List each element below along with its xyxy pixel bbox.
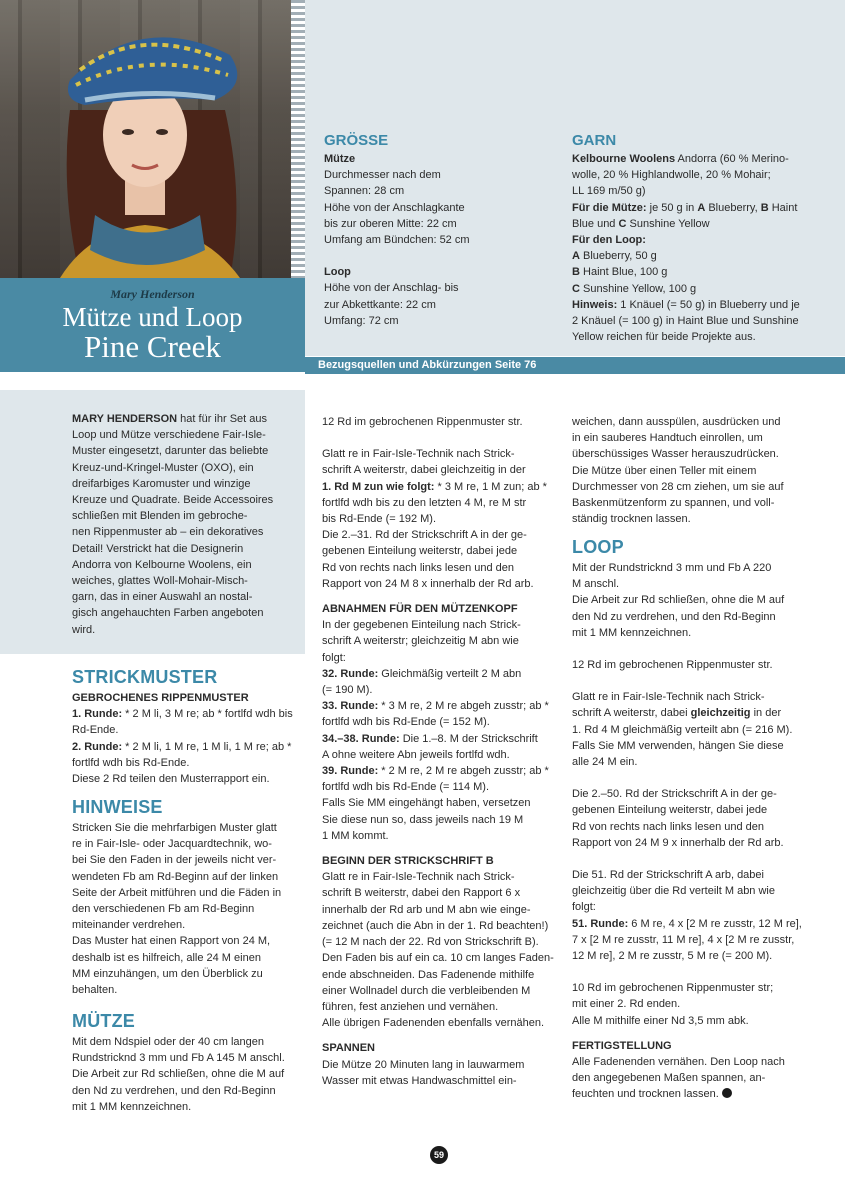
body-line: re in Fair-Isle- oder Jacquardtechnik, wo- [72,838,272,851]
strickschrift-b-subheading: BEGINN DER STRICKSCHRIFT B [322,855,494,868]
body-line: folgt: [572,901,596,914]
body-line: M anschl. [572,578,620,591]
round-label: 1. Runde: [72,708,123,721]
intro-line: dreifarbiges Karomuster und winzige [72,477,251,490]
round-text: fortlfd wdh bis Rd-Ende. [72,756,190,769]
body-line: zeichnet (auch die Abn in der 1. Rd beachten!) [322,919,549,932]
size-line: Durchmesser nach dem [324,169,441,182]
spannen-subheading: SPANNEN [322,1042,375,1055]
intro-line: nen Rippenmuster ab – ein dekoratives [72,526,264,539]
body-line: gebenen Einteilung weiterstr, dabei jede [572,804,768,817]
emphasis: gleichzeitig [690,707,751,720]
body-line: den angegebenen Maßen spannen, an- [572,1072,766,1085]
body-line: Falls Sie MM eingehängt haben, versetzen [322,797,531,810]
rippen-subheading: GEBROCHENES RIPPENMUSTER [72,692,249,704]
body-line: gleichzeitig über die Rd verteilt M abn wie [572,885,775,898]
body-line: Mit dem Ndspiel oder der 40 cm langen [72,1036,264,1048]
yarn-text: Haint [768,201,798,214]
yarn-label: Für den Loop: [572,234,646,247]
color-letter: B [760,201,769,214]
body-line: Falls Sie MM verwenden, hängen Sie diese [572,739,784,752]
yarn-label: Für die Mütze: [572,201,647,214]
body-line: führen, fest anziehen und vernähen. [322,1000,499,1013]
body-line: Das Muster hat einen Rapport von 24 M, [72,935,271,948]
body-line: 7 x [2 M re zusstr, 11 M re], 4 x [2 M re zusstr, [572,933,795,946]
body-line: folgt: [322,651,346,664]
body-line: Rapport von 24 M 8 x innerhalb der Rd arb. [322,577,534,590]
size-line: Höhe von der Anschlagkante [324,201,465,214]
body-line: schrift A weiterstr, dabei [572,707,691,720]
body-line: fortlfd wdh bis zu den letzten 4 M, re M str [322,496,527,509]
body-line: Die Arbeit zur Rd schließen, ohne die M auf [72,1068,285,1081]
yarn-text: Haint Blue, 100 g [579,266,668,279]
yarn-text: Blue und [572,217,619,230]
body-line: Rapport von 24 M 9 x innerhalb der Rd arb. [572,836,784,849]
garn-heading: GARN [572,132,617,149]
page-number: 59 [430,1146,448,1164]
color-letter: C [572,282,580,295]
round-text: * 2 M li, 3 M re; ab * fortlfd wdh bis [122,708,293,721]
intro-line: Kreuze und Quadrate. Beide Accessoires [72,494,274,507]
reference-text: Bezugsquellen und Abkürzungen Seite 76 [318,359,537,371]
groesse-section [324,151,554,329]
body-line: 6 M re, 4 x [2 M re zusstr, 12 M re], [628,917,802,930]
body-line: Baskenmützenform zu spannen, und voll- [572,497,775,510]
body-line: weichen, dann ausspülen, ausdrücken und [572,416,781,428]
intro-line: Andorra von Kelbourne Woolens, ein [72,558,252,571]
body-line: wendeten Fb am Rd-Beginn auf der linken [72,870,279,883]
size-line: Höhe von der Anschlag- bis [324,282,459,295]
column-2 [322,414,558,1089]
body-line: Alle M mithilfe einer Nd 3,5 mm abk. [572,1014,749,1027]
model-illustration [0,0,291,278]
yarn-brand: Kelbourne Woolens [572,153,676,165]
round-label: 33. Runde: [322,700,379,713]
round-label: 1. Rd M zun wie folgt: [322,480,435,493]
color-letter: A [572,250,580,263]
body-line: Alle Fadenenden vernähen. Den Loop nach [572,1056,785,1069]
round-label: 2. Runde: [72,740,123,753]
size-line: zur Abkettkante: 22 cm [324,298,436,311]
body-line: Glatt re in Fair-Isle-Technik nach Strick- [572,691,765,704]
color-letter: C [618,217,627,230]
body-line: * 3 M re, 1 M zun; ab * [434,480,547,493]
intro-line: wird. [72,623,96,636]
intro-line: schließen mit Blenden im gebroche- [72,510,248,523]
model-photo [0,0,291,278]
body-line: den Nd zu verdrehen, und den Rd-Beginn [72,1084,276,1097]
body-line: 12 Rd im gebrochenen Rippenmuster str. [322,416,523,428]
body-line: feuchten und trocknen lassen. [572,1088,719,1101]
round-text: * 2 M li, 1 M re, 1 M li, 1 M re; ab * [122,740,292,753]
fertigstellung-subheading: FERTIGSTELLUNG [572,1039,672,1052]
hinweise-section [72,820,307,998]
round-label: 39. Runde: [322,765,379,778]
body-line: Sie diese nun so, dass jeweils nach 19 M [322,813,524,826]
body-line: deshalb ist es hilfreich, alle 24 M einen [72,951,261,964]
body-line: Gleichmäßig verteilt 2 M abn [378,667,522,680]
loop-heading: LOOP [572,537,624,557]
body-line: bis Rd-Ende (= 192 M). [322,513,437,526]
body-line: bei Sie den Faden in der jeweils nicht ver- [72,854,277,867]
body-line: alle 24 M ein. [572,756,638,769]
body-line: A ohne weitere Abn jeweils fortlfd wdh. [322,748,510,761]
body-line: Rundstricknd 3 mm und Fb A 145 M anschl. [72,1052,285,1065]
color-letter: B [572,266,580,279]
column-3 [572,414,812,527]
body-line: Die Arbeit zur Rd schließen, ohne die M auf [572,594,785,607]
author-name: Mary Henderson [110,287,195,301]
body-line: ständig trocknen lassen. [572,513,691,526]
yarn-text: Blueberry, [705,201,761,214]
body-line: miteinander verdrehen. [72,919,186,932]
intro-line: gisch angehauchten Farben angeboten [72,607,264,620]
yarn-text: LL 169 m/50 g) [572,185,646,198]
body-line: Die Mütze 20 Minuten lang in lauwarmem [322,1058,525,1071]
loop-size-label: Loop [324,266,351,279]
body-line: den verschiedenen Fb am Rd-Beginn [72,903,255,916]
body-line: Alle übrigen Fadenenden ebenfalls vernähen. [322,1017,544,1030]
body-line: (= 190 M). [322,684,373,697]
intro-line: Detail! Verstrickt hat die Designerin [72,542,244,555]
body-line: Stricken Sie die mehrfarbigen Muster glatt [72,822,277,834]
intro-line: Muster eingesetzt, darunter das beliebte [72,445,269,458]
muetze-section [72,1034,307,1115]
body-line: Glatt re in Fair-Isle-Technik nach Strick- [322,871,515,884]
groesse-heading: GRÖSSE [324,132,389,149]
body-line: 12 Rd im gebrochenen Rippenmuster str. [572,659,773,672]
body-line: mit 1 MM kennzeichnen. [572,626,692,639]
body-line: 1 MM kommt. [322,829,389,842]
body-line: mit einer 2. Rd enden. [572,998,681,1011]
body-line: gebenen Einteilung weiterstr, dabei jede [322,545,518,558]
yarn-text: je 50 g in [646,201,698,214]
garn-section [572,151,837,345]
yarn-text: Yellow reichen für beide Projekte aus. [572,331,756,344]
body-line: fortlfd wdh bis Rd-Ende (= 152 M). [322,716,490,729]
size-line: Umfang: 72 cm [324,314,399,327]
page-title-line2: Pine Creek [84,329,221,364]
body-line: Die Mütze über einen Teller mit einem [572,464,757,477]
body-line: Den Faden bis auf ein ca. 10 cm langes Faden- [322,952,554,965]
size-line: bis zur oberen Mitte: 22 cm [324,217,457,230]
intro-designer-name: MARY HENDERSON [72,413,178,425]
body-line: 10 Rd im gebrochenen Rippenmuster str; [572,982,774,995]
intro-line: garn, das in einer Auswahl an nostal- [72,591,253,604]
column-1 [72,690,302,787]
body-line: fortlfd wdh bis Rd-Ende (= 114 M). [322,781,490,794]
yarn-text: 1 Knäuel (= 50 g) in Blueberry und je [617,298,800,311]
body-line: Rd von rechts nach links lesen und den [572,820,765,833]
abnahmen-subheading: ABNAHMEN FÜR DEN MÜTZENKOPF [322,603,518,616]
body-line: * 2 M re, 2 M re abgeh zusstr; ab * [378,765,549,778]
yarn-text: wolle, 20 % Highlandwolle, 20 % Mohair; [572,169,771,182]
intro-line: weiches, glattes Woll-Mohair-Misch- [72,575,248,588]
muetze-heading: MÜTZE [72,1011,135,1031]
intro-line: Loop und Mütze verschiedene Fair-Isle- [72,429,266,442]
hinweise-heading: HINWEISE [72,797,163,817]
yarn-text: Blueberry, 50 g [579,250,657,263]
body-line: in ein sauberes Handtuch einrollen, um [572,432,763,445]
body-line: schrift A weiterstr; gleichzeitig M abn wie [322,635,519,648]
body-line: Mit der Rundstricknd 3 mm und Fb A 220 [572,562,772,574]
body-line: 1. Rd 4 M gleichmäßig verteilt abn (= 216 M). [572,723,793,736]
body-line: Glatt re in Fair-Isle-Technik nach Strick- [322,448,515,461]
body-line: Seite der Arbeit mitführen und die Fäden in [72,886,282,899]
body-line: innerhalb der Rd arb und M abn wie einge- [322,903,531,916]
yarn-text: 2 Knäuel (= 100 g) in Haint Blue und Sunshine [572,315,799,328]
body-line: 12 M re], 2 M re zusstr, 5 M re (= 200 M). [572,950,773,963]
loop-section [572,560,812,1103]
strickmuster-heading: STRICKMUSTER [72,667,218,687]
end-mark-icon [722,1088,732,1098]
body-line: den Nd zu verdrehen, und den Rd-Beginn [572,610,776,623]
body-line: ende abschneiden. Das Fadenende mithilfe [322,968,535,981]
body-line: Die 2.–31. Rd der Strickschrift A in der ge- [322,529,527,542]
body-line: schrift B weiterstr, dabei den Rapport 6 x [322,887,521,900]
page-title-line1: Mütze und Loop [62,302,243,332]
round-label: 51. Runde: [572,917,629,930]
body-line: behalten. [72,984,118,997]
body-line: überschüssiges Wasser herauszudrücken. [572,448,779,461]
round-label: 32. Runde: [322,667,379,680]
body-line: Die 2.–50. Rd der Strickschrift A in der ge- [572,788,777,801]
round-text: Diese 2 Rd teilen den Musterrapport ein. [72,773,270,786]
size-line: Spannen: 28 cm [324,185,405,198]
body-line: Die 51. Rd der Strickschrift A arb, dabei [572,869,764,882]
body-line: einer Wollnadel durch die verbleibenden M [322,984,531,997]
body-line: * 3 M re, 2 M re abgeh zusstr; ab * [378,700,549,713]
color-letter: A [697,201,706,214]
yarn-label: Hinweis: [572,298,618,311]
yarn-text: Sunshine Yellow [626,217,710,230]
round-label: 34.–38. Runde: [322,732,400,745]
body-line: MM einzuhängen, um den Überblick zu [72,967,263,980]
intro-line: hat für ihr Set aus [177,413,268,425]
body-line: mit 1 MM kennzeichnen. [72,1100,192,1113]
yarn-text: Sunshine Yellow, 100 g [579,282,697,295]
size-line: Umfang am Bündchen: 52 cm [324,234,470,247]
body-line: In der gegebenen Einteilung nach Strick- [322,619,521,632]
body-line: Die 1.–8. M der Strickschrift [399,732,538,745]
body-line: Rd von rechts nach links lesen und den [322,561,515,574]
body-line: in der [750,707,782,720]
round-text: Rd-Ende. [72,724,119,737]
body-line: schrift A weiterstr, dabei gleichzeitig in der [322,464,526,477]
yarn-text: Andorra (60 % Merino- [675,153,789,165]
intro-line: Kreuz-und-Kringel-Muster (OXO), ein [72,461,254,474]
body-line: Wasser mit etwas Handwaschmittel ein- [322,1074,517,1087]
body-line: (= 12 M nach der 22. Rd von Strickschrift B). [322,936,539,949]
body-line: Durchmesser von 28 cm ziehen, um sie auf [572,480,784,493]
muetze-size-label: Mütze [324,153,356,165]
intro-text [72,411,297,638]
